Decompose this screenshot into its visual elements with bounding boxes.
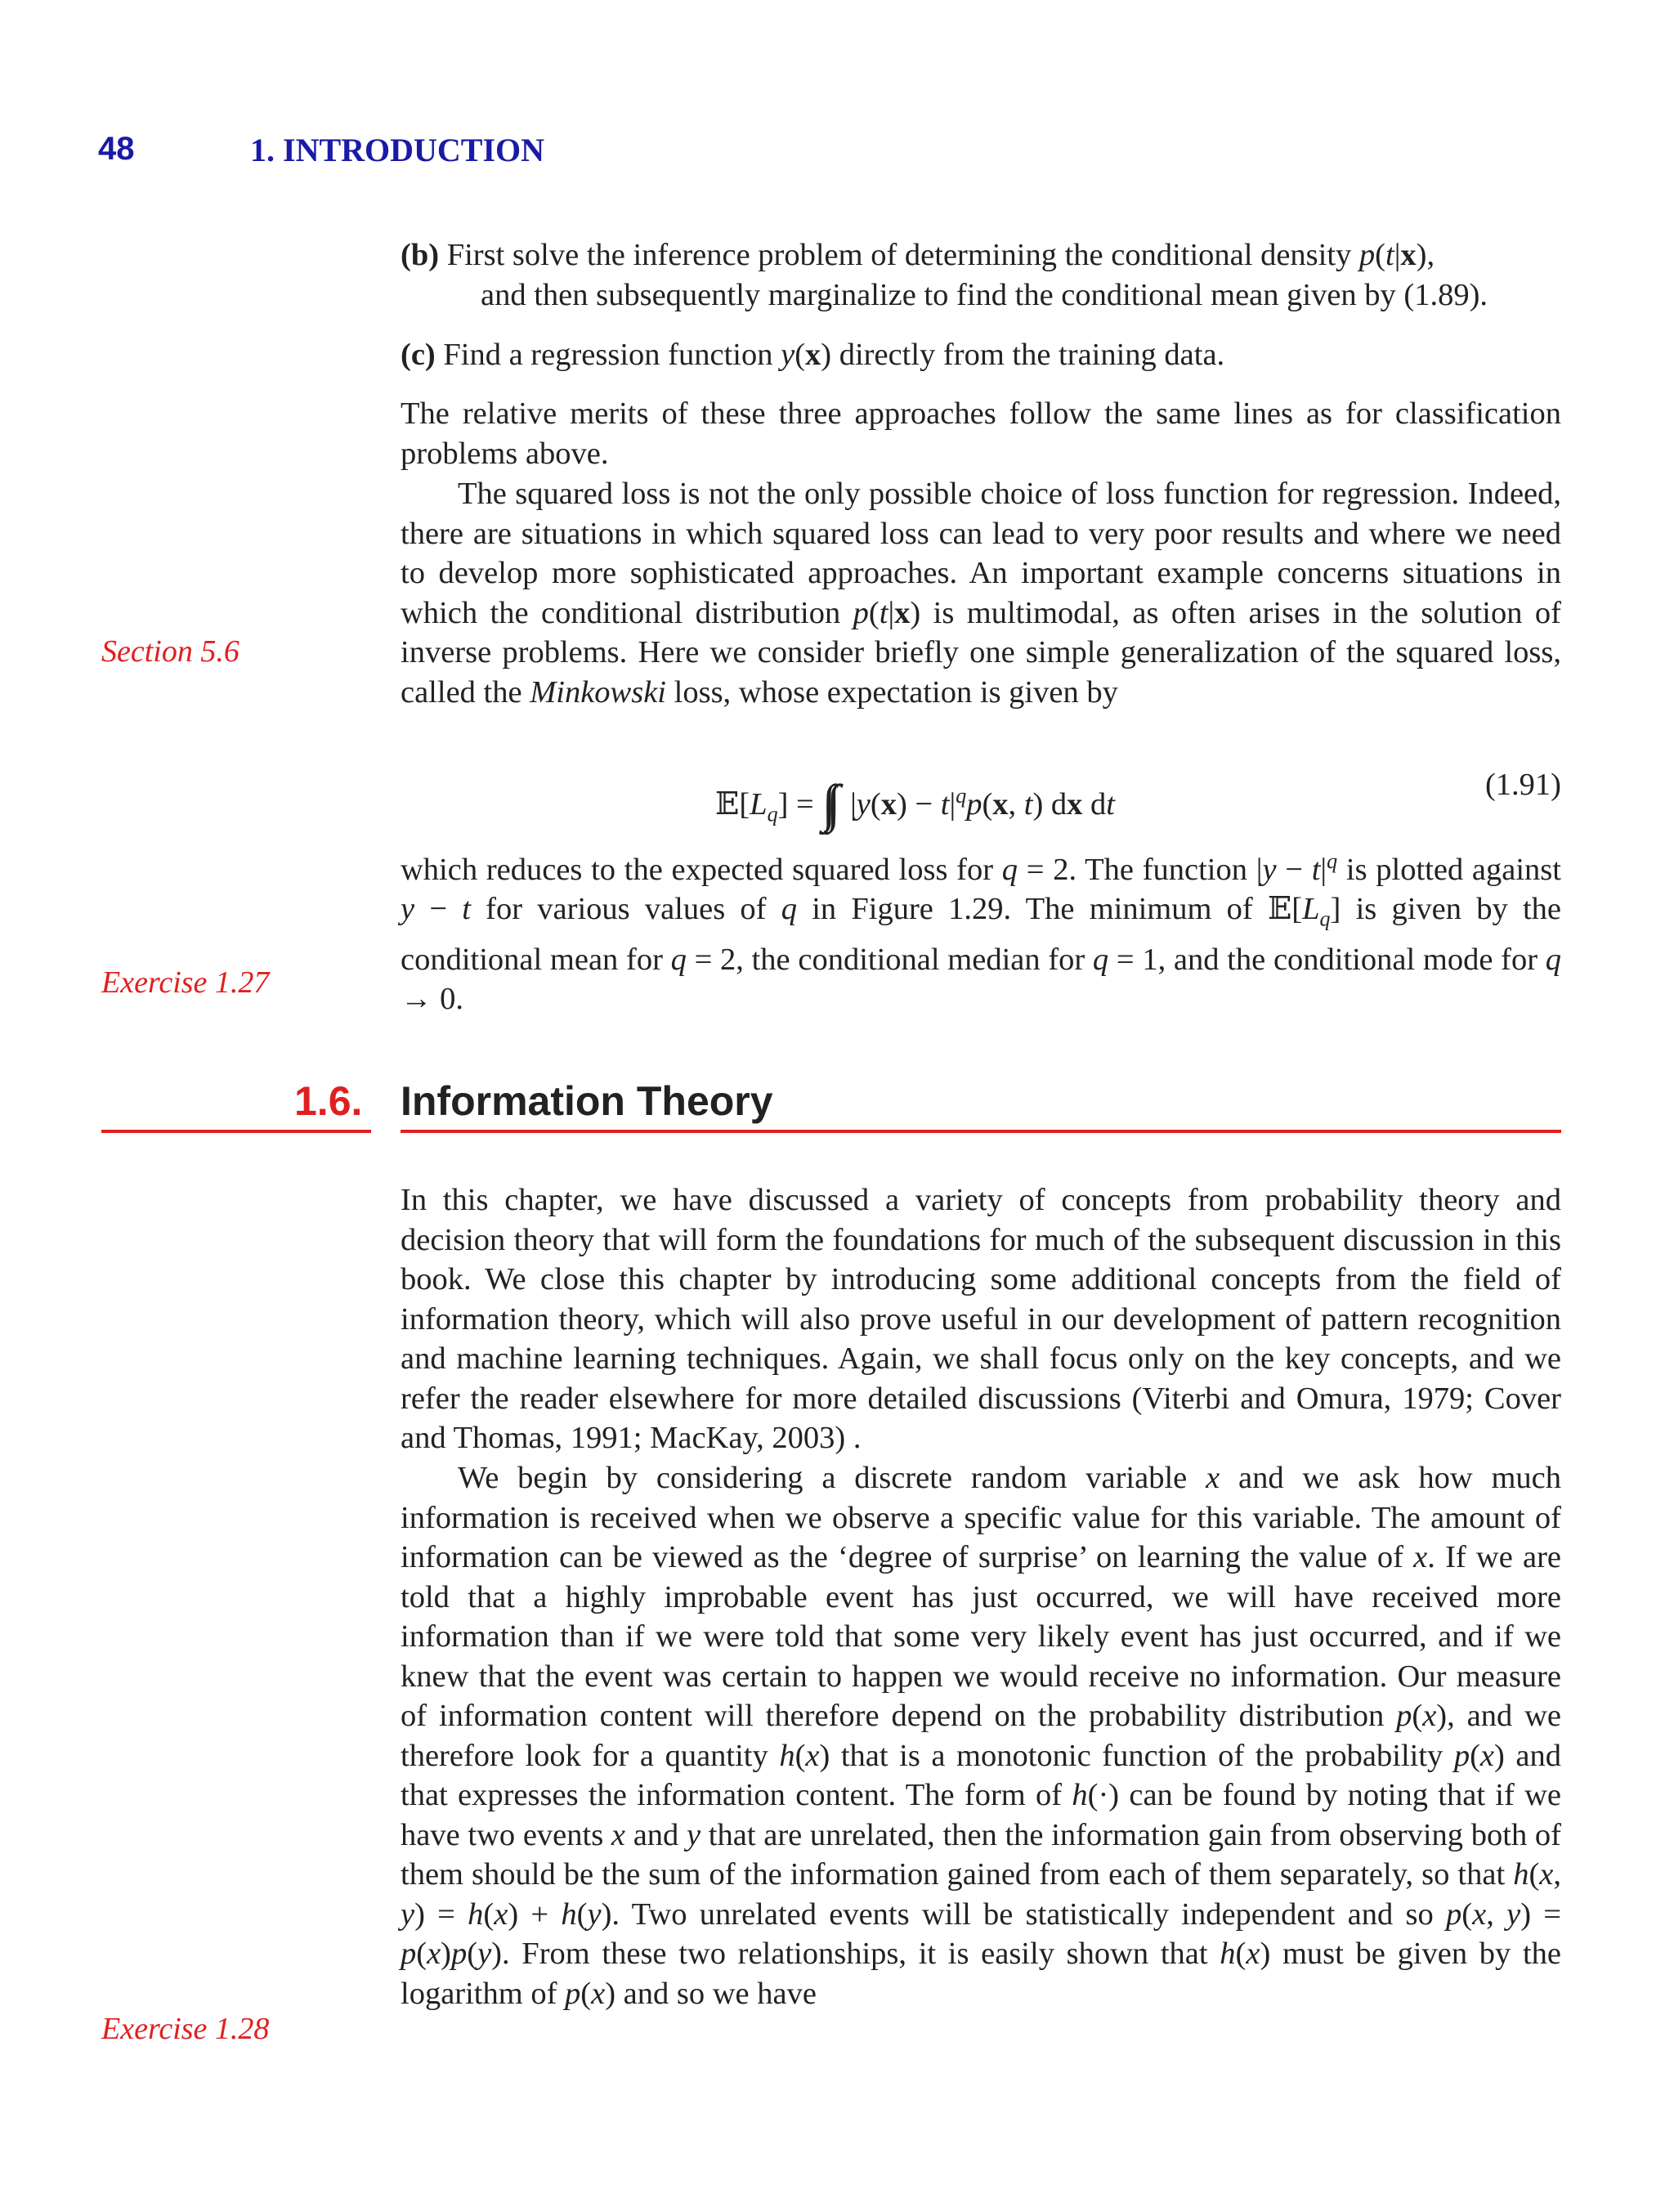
section-rule-right [401,1130,1561,1133]
equation-number: (1.91) [1484,768,1561,802]
paragraph-squared-loss: The squared loss is not the only possible choice of loss function for regression. Indeed, there are situations in which squared loss can lead to very poor results and where we need to develop more sophisticated approaches. An important example concerns situations in which the conditional distribution p(t|x) is multimodal, as often arises in the solution of inverse problems. Here we consider briefly one simple generalization of the squared loss, called the Minkowski loss, whose expectation is given by [401,477,1561,710]
margin-note-exercise-1-28[interactable]: Exercise 1.28 [101,2012,270,2046]
list-item-b: (b) First solve the inference problem of determining the conditional density p(t|x), and then subsequently marginalize to find the conditional mean given by (1.89). [401,238,1488,312]
equation-body: $𝔼[L_q]$ = ∫∫ $|y(x) - t|^qp(x$, t) dx dt [715,774,1115,832]
margin-note-exercise-1-27[interactable]: Exercise 1.27 [101,965,270,1000]
paragraph-information-intro: In this chapter, we have discussed a variety of concepts from probability theory and decision theory that will form the foundations for much of the subsequent discussion in this book. We close this chapter by introducing some additional concepts from the field of information theory, which will also prove useful in our development of pattern recognition and machine learning techniques. Again, we shall focus only on the key concepts, and we refer the reader elsewhere for more detailed discussions (Viterbi and Omura, 1979; Cover and Thomas, 1991; MacKay, 2003) . [401,1183,1561,1455]
section-rule-left [101,1130,371,1133]
paragraph-discrete-variable: We begin by considering a discrete random variable x and we ask how much information is received when we observe a specific value for this variable. The amount of information can be viewed as the ‘degree of surprise’ on learning the value of x. If we are told that a highly improbable event has just occurred, we will have received more information than if we were told that some very likely event has just occurred, and if we knew that the event was certain to happen we would receive no information. Our measure of information content will therefore depend on the probability distribution p(x), and we therefore look for a quantity h(x) that is a monotonic function of the probability p(x) and that expresses the information content. The form of h(·) can be found by noting that if we have two events x and y that are unrelated, then the information gain from observing both of them should be the sum of the information gained from each of them separately, so that h(x, y) = h(x) + h(y). Two unrelated events will be statistically independent and so p(x, y) = p(x)p(y). From these two relationships, it is easily shown that h(x) must be given by the logarithm of p(x) and so we have [401,1461,1562,2011]
item-label-c: (c) [401,338,436,372]
list-item-c: (c) Find a regression function y(x) directly from the training data. [401,338,1225,372]
margin-note-section-5-6[interactable]: Section 5.6 [101,634,239,669]
paragraph-relative-merits: The relative merits of these three approaches follow the same lines as for classification problems above. [401,396,1561,471]
section-number: 1.6. [294,1078,363,1124]
page-number: 48 [98,131,135,167]
running-title: 1. INTRODUCTION [250,132,545,168]
equation-1-91 [401,750,1561,832]
item-label-b: (b) [401,238,440,272]
section-title: Information Theory [401,1078,773,1124]
paragraph-minkowski-reduces: which reduces to the expected squared loss for q = 2. The function $|y - t|^q$ is plotted against y − t for various values of q in Figure 1.29. The minimum of $𝔼[L_q]$ is given by the conditional mean for q = 2, the conditional median for q = 1, and the conditional mode for q → 0. [401,849,1562,1017]
